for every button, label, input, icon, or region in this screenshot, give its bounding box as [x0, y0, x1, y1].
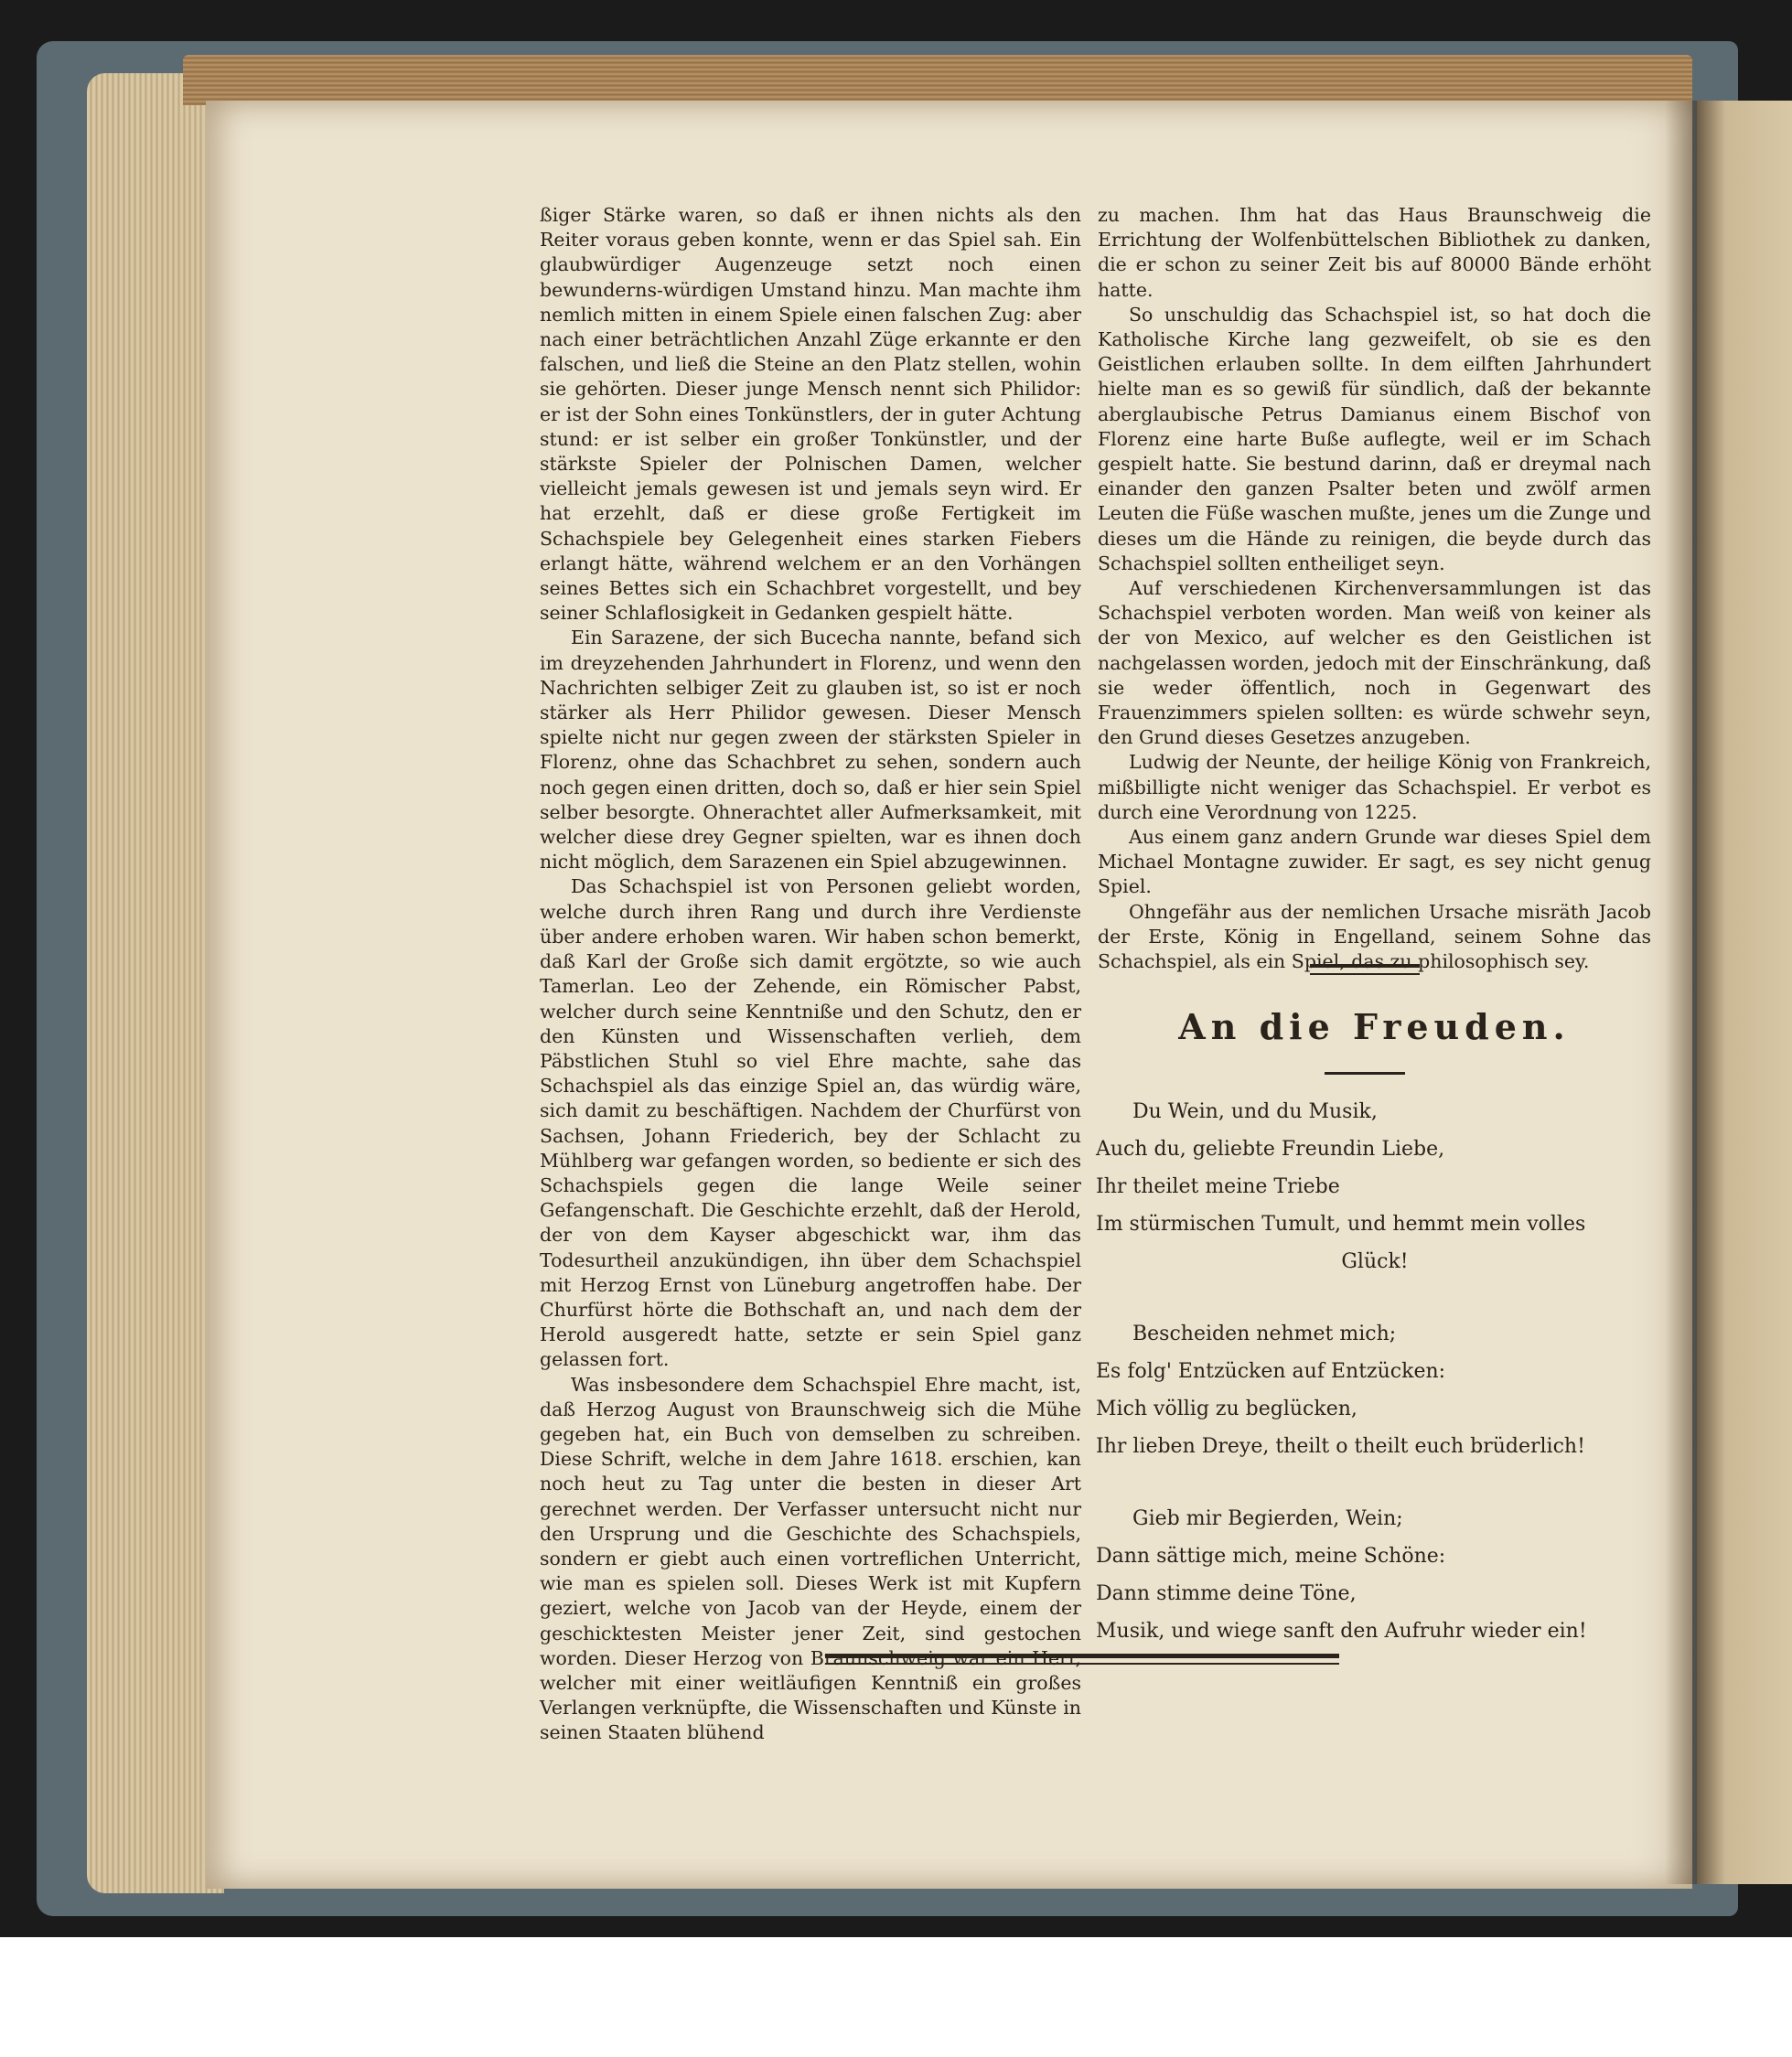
- verse-line: Bescheiden nehmet mich;: [1132, 1323, 1397, 1345]
- paragraph: zu machen. Ihm hat das Haus Braunschweig die Errichtung der Wolfenbüttelschen Bibliothek zu danken, die er schon zu seiner Zeit bis auf 80000 Bände erhöht hatte.: [1098, 204, 1651, 301]
- paragraph: Ein Sarazene, der sich Bucecha nannte, befand sich im dreyzehenden Jahrhundert in Florenz, und wenn den Nachrichten selbiger Zeit zu glauben ist, so ist er noch stärker als Herr Philidor gewesen. Dieser Mensch spielte nicht nur gegen zween der stärksten Spieler in Florenz, ohne das Schachbret zu sehen, sondern auch noch gegen einen dritten, doch so, daß er hier sein Spiel selber besorgte. Ohnerachtet aller Aufmerksamkeit, mit welcher diese drey Gegner spielten, war es ihnen doch nicht möglich, dem Sarazenen ein Spiel abzugewinnen.: [540, 627, 1081, 873]
- end-rule: [825, 1654, 1339, 1665]
- verse-line: Dann stimme deine Töne,: [1096, 1582, 1357, 1605]
- poem-title: An die Freuden.: [1178, 1006, 1571, 1047]
- left-text-column: [540, 203, 1081, 1746]
- verse-line: Ihr lieben Dreye, theilt o theilt euch brüderlich!: [1096, 1435, 1585, 1458]
- stanza: [1096, 1093, 1654, 1280]
- verse-line: Musik, und wiege sanft den Aufruhr wieder ein!: [1096, 1620, 1587, 1643]
- verse-line: Dann sättige mich, meine Schöne:: [1096, 1545, 1446, 1568]
- title-rule: [1325, 1072, 1405, 1075]
- verse-line: Gieb mir Begierden, Wein;: [1132, 1507, 1403, 1530]
- paragraph: Auf verschiedenen Kirchenversammlungen ist das Schachspiel verboten worden. Man weiß von keiner als der von Mexico, auf welcher es den Geistlichen ist nachgelassen worden, jedoch mit der Einschränkung, daß sie weder öffentlich, noch in Gegenwart des Frauenzimmers spielen sollten: es würde schwehr seyn, den Grund dieses Gesetzes anzugeben.: [1098, 577, 1651, 749]
- scan-margin: [0, 1937, 1792, 2057]
- paragraph: Ludwig der Neunte, der heilige König von Frankreich, mißbilligte nicht weniger das Schachspiel. Er verbot es durch eine Verordnung von 1225.: [1098, 751, 1651, 823]
- section-divider: [1310, 964, 1420, 975]
- verse-line: Du Wein, und du Musik,: [1132, 1100, 1378, 1123]
- poem-body: [1096, 1093, 1654, 1685]
- paragraph: Aus einem ganz andern Grunde war dieses Spiel dem Michael Montagne zuwider. Er sagt, es sey nicht genug Spiel.: [1098, 826, 1651, 898]
- stanza: [1096, 1315, 1654, 1465]
- paragraph: So unschuldig das Schachspiel ist, so hat doch die Katholische Kirche lang gezweifelt, ob sie es den Geistlichen erlauben sollte. In dem eilften Jahrhundert hielte man es so gewiß für sündlich, daß der bekannte aberglaubische Petrus Damianus einem Bischof von Florenz eine harte Buße auflegte, weil er im Schach gespielt hatte. Sie bestund darinn, daß er dreymal nach einander den ganzen Psalter beten und zwölf armen Leuten die Füße waschen mußte, jenes um die Zunge und dieses um die Hände zu reinigen, die beyde durch das Schachspiel sollten entheiliget seyn.: [1098, 303, 1651, 574]
- verse-line: Ihr theilet meine Triebe: [1096, 1175, 1340, 1198]
- verse-line: Es folg' Entzücken auf Entzücken:: [1096, 1360, 1446, 1383]
- facing-page-edge: [1697, 101, 1792, 1884]
- paragraph: Ohngefähr aus der nemlichen Ursache misräth Jacob der Erste, König in Engelland, seinem Sohne das Schachspiel, als ein Spiel, das zu philosophisch sey.: [1098, 900, 1651, 973]
- verse-line: Auch du, geliebte Freundin Liebe,: [1096, 1138, 1445, 1161]
- page-edges: [87, 73, 224, 1893]
- paragraph: ßiger Stärke waren, so daß er ihnen nichts als den Reiter voraus geben konnte, wenn er das Spiel sah. Ein glaubwürdiger Augenzeuge setzt noch einen bewunderns-würdigen Umstand hinzu. Man machte ihm nemlich mitten in einem Spiele einen falschen Zug: aber nach einer beträchtlichen Anzahl Züge erkannte er den falschen, und ließ die Steine an den Platz stellen, wohin sie gehörten. Dieser junge Mensch nennt sich Philidor: er ist der Sohn eines Tonkünstlers, der in guter Achtung stund: er ist selber ein großer Tonkünstler, und der stärkste Spieler der Polnischen Damen, welcher vielleicht jemals gewesen ist und jemals seyn wird. Er hat erzehlt, daß er diese große Fertigkeit im Schachspiele bey Gelegenheit eines starken Fiebers erlangt hätte, während welchem er an den Vorhängen seines Bettes sich ein Schachbret vorgestellt, und bey seiner Schlaflosigkeit in Gedanken gespielt hätte.: [540, 204, 1081, 625]
- right-text-column: [1098, 203, 1651, 974]
- top-page-edges: [183, 55, 1692, 105]
- paragraph: Was insbesondere dem Schachspiel Ehre macht, ist, daß Herzog August von Braunschweig sich die Mühe gegeben hat, ein Buch von demselben zu schreiben. Diese Schrift, welche in dem Jahre 1618. erschien, kan noch heut zu Tag unter die besten in dieser Art gerechnet werden. Der Verfasser untersucht nicht nur den Ursprung und die Geschichte des Schachspiels, sondern er giebt auch einen vortreflichen Unterricht, wie man es spielen soll. Dieses Werk ist mit Kupfern geziert, welche von Jacob van der Heyde, einem der geschicktesten Meister jener Zeit, sind gestochen worden. Dieser Herzog von Braunschweig war ein Herr, welcher mit einer weitläufigen Kenntniß ein großes Verlangen verknüpfte, die Wissenschaften und Künste in seinen Staaten blühend: [540, 1373, 1081, 1744]
- verse-line: Im stürmischen Tumult, und hemmt mein volles: [1096, 1213, 1586, 1236]
- verse-line: Glück!: [1341, 1250, 1409, 1273]
- paragraph: Das Schachspiel ist von Personen geliebt worden, welche durch ihren Rang und durch ihre Verdienste über andere erhoben waren. Wir haben schon bemerkt, daß Karl der Große sich damit ergötzte, so wie auch Tamerlan. Leo der Zehende, ein Römischer Pabst, welcher durch seine Kenntniße und den Schutz, den er den Künsten und Wissenschaften verlieh, dem Päbstlichen Stuhl so viel Ehre machte, sahe das Schachspiel als das einzige Spiel an, das würdig wäre, sich damit zu beschäftigen. Nachdem der Churfürst von Sachsen, Johann Friederich, bey der Schlacht zu Mühlberg war gefangen worden, so bediente er sich des Schachspiels gegen die lange Weile seiner Gefangenschaft. Die Geschichte erzehlt, daß der Herold, der von dem Kayser abgeschickt war, ihm das Todesurtheil anzukündigen, ihn über dem Schachspiel mit Herzog Ernst von Lüneburg angetroffen habe. Der Churfürst hörte die Bothschaft an, und nach dem der Herold ausgeredt hatte, setzte er sein Spiel ganz gelassen fort.: [540, 875, 1081, 1371]
- verse-line: Mich völlig zu beglücken,: [1096, 1398, 1357, 1420]
- stanza: [1096, 1500, 1654, 1650]
